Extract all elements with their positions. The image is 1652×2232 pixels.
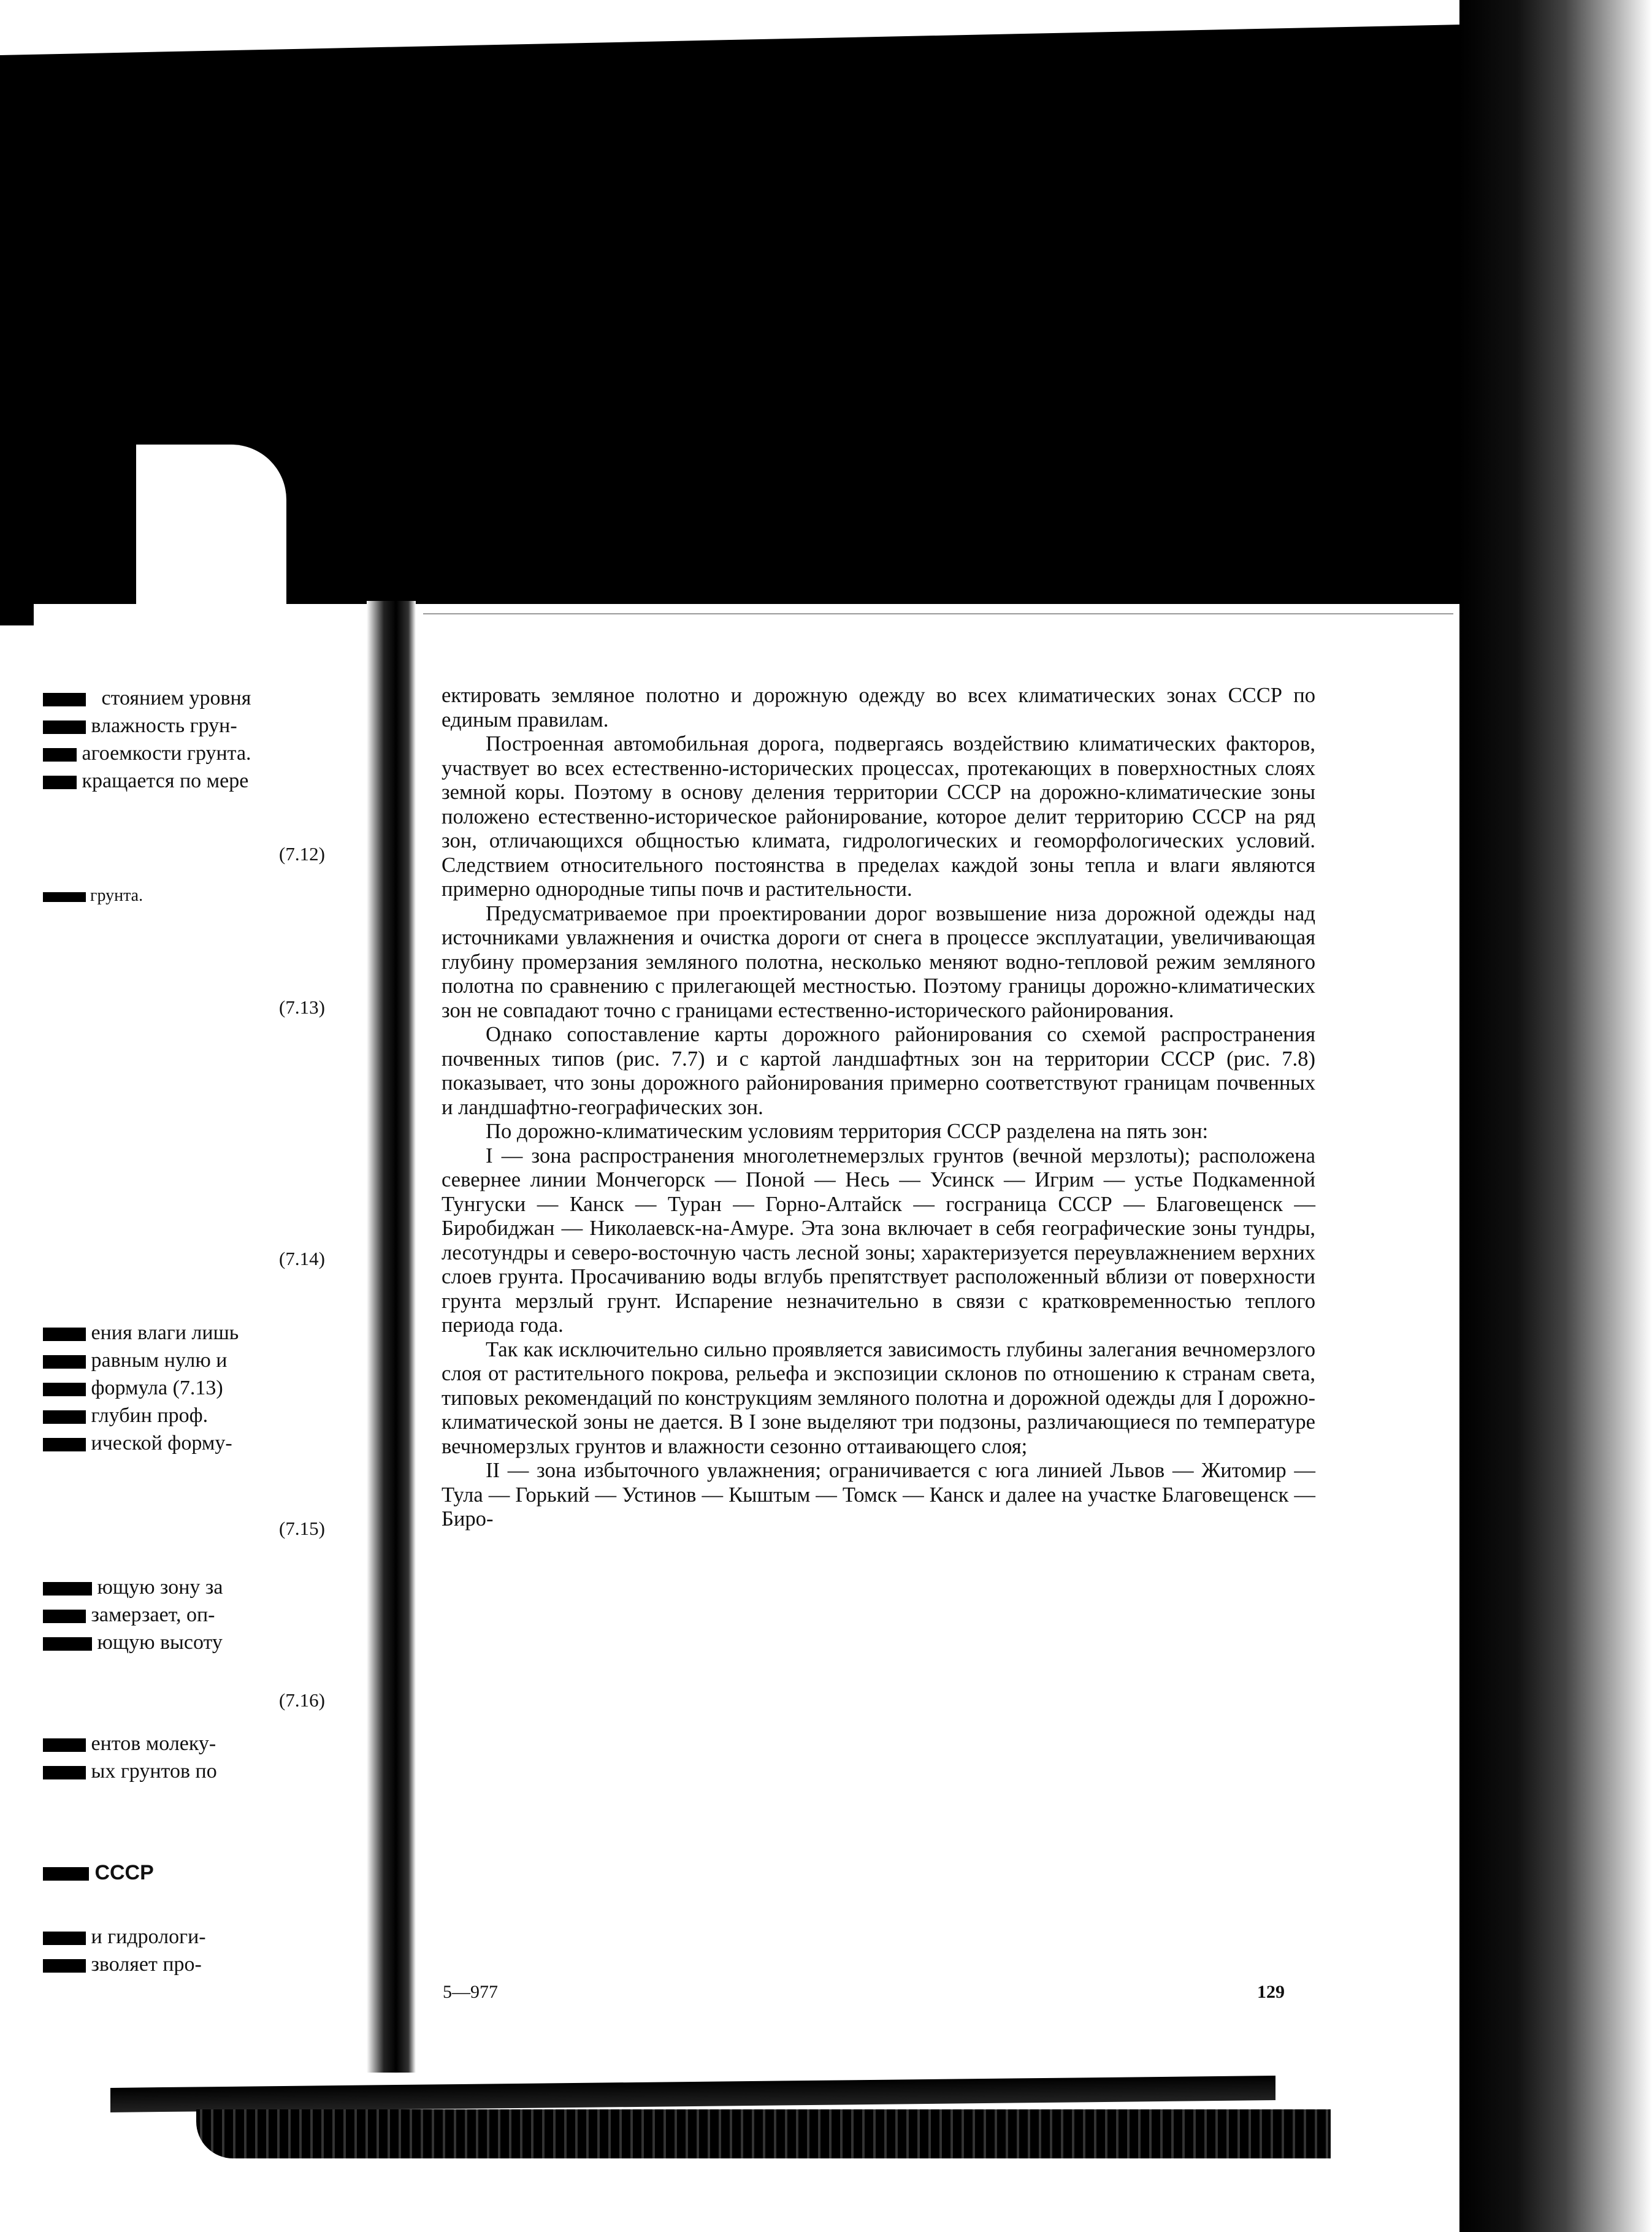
- left-line: ентов молеку-: [43, 1732, 216, 1756]
- left-line: зволяет про-: [43, 1953, 202, 1976]
- scan-dark-bottom-shadow: [196, 2109, 1331, 2158]
- left-line: ющую зону за: [43, 1576, 223, 1599]
- left-heading: СССР: [43, 1861, 154, 1885]
- scan-dark-bottom-bar: [110, 2076, 1275, 2112]
- left-line: и гидрологи-: [43, 1925, 206, 1949]
- left-line: ющую высоту: [43, 1631, 223, 1654]
- left-line: ения влаги лишь: [43, 1321, 239, 1345]
- paragraph: I — зона распространения многолетнемерзлых грунтов (вечной мерзлоты); расположена севернее линии Мончегорск — Поной — Несь — Усинск — Игрим — устье Подкаменной Тунгуски — Канск — Туран — Горно-Алтайск — госграница СССР — Благовещенск — Биробиджан — Николаевск-на-Амуре. Эта зона включает в себя географические зоны тундры, лесотундры и северо-восточную часть лесной зоны; характеризуется переувлажнением верхних слоев грунта. Просачиванию воды вглубь препятствует расположенный вблизи от поверхности грунта мерзлый грунт. Испарение незначительно в связи с кратковременностью теплого периода года.: [442, 1144, 1315, 1337]
- paragraph: Предусматриваемое при проектировании дорог возвышение низа дорожной одежды над источниками увлажнения и очистка дороги от снега в процессе эксплуатации, увеличивающая глубину промерзания земляного полотна, несколько меняют водно-тепловой режим земляного полотна по сравнению с прилегающей местностью. Поэтому границы дорожно-климатических зон не совпадают точно с границами естественно-исторического районирования.: [442, 901, 1315, 1022]
- main-text: [442, 684, 1315, 1532]
- equation-number: (7.12): [279, 843, 325, 865]
- left-line: кращается по мере: [43, 770, 248, 793]
- left-line: грунта.: [43, 886, 143, 906]
- left-line: ых грунтов по: [43, 1760, 217, 1783]
- left-line: влажность грун-: [43, 714, 237, 738]
- left-line: ической форму-: [43, 1432, 232, 1455]
- paragraph: Однако сопоставление карты дорожного районирования со схемой распространения почвенных типов (рис. 7.7) и с картой ландшафтных зон на территории СССР (рис. 7.8) показывает, что зоны дорожного районирования примерно соответствуют границам почвенных и ландшафтно-географических зон.: [442, 1023, 1315, 1119]
- printer-signature: 5—977: [443, 1982, 498, 2002]
- book-gutter: [367, 601, 416, 2073]
- page-top-rule: [423, 613, 1453, 614]
- paragraph: Так как исключительно сильно проявляется зависимость глубины залегания вечномерзлого слоя от растительного покрова, рельефа и экспозиции склонов по отношению к странам света, типовых рекомендаций по конструкциям земляного полотна и дорожной одежды для I дорожно-климатической зоны не дается. В I зоне выделяют три подзоны, различающиеся по температуре вечномерзлых грунтов и влажности сезонно оттаивающего слоя;: [442, 1337, 1315, 1458]
- equation-number: (7.14): [279, 1248, 325, 1269]
- left-page: [34, 604, 370, 2014]
- equation-number: (7.16): [279, 1689, 325, 1711]
- scan-paper-tab: [136, 445, 286, 622]
- left-line: глубин проф.: [43, 1404, 208, 1427]
- left-line: агоемкости грунта.: [43, 742, 251, 765]
- equation-number: (7.15): [279, 1518, 325, 1539]
- paragraph: II — зона избыточного увлажнения; ограничивается с юга линией Львов — Житомир — Тула — Горький — Устинов — Кыштым — Томск — Канск и далее на участке Благовещенск — Биро-: [442, 1459, 1315, 1531]
- paragraph: По дорожно-климатическим условиям территория СССР разделена на пять зон:: [486, 1120, 1209, 1143]
- left-line: равным нулю и: [43, 1349, 227, 1372]
- paragraph: ектировать земляное полотно и дорожную одежду во всех климатических зонах СССР по единым правилам.: [442, 684, 1315, 732]
- equation-number: (7.13): [279, 996, 325, 1018]
- page-number: 129: [1257, 1982, 1285, 2002]
- paragraph: Построенная автомобильная дорога, подвергаясь воздействию климатических факторов, участвует во всех естественно-исторических процессах, протекающих в поверхностных слоях земной коры. Поэтому в основу деления территории СССР на дорожно-климатические зоны положено естественно-историческое районирование, которое делит территорию СССР на ряд зон, отличающихся общностью климата, гидрологических и геоморфологических условий. Следствием относительного постоянства в пределах каждой зоны тепла и влаги являются примерно однородные типы почв и растительности.: [442, 732, 1315, 901]
- left-line: стоянием уровня: [43, 687, 251, 710]
- left-line: формула (7.13): [43, 1377, 223, 1400]
- left-line: замерзает, оп-: [43, 1603, 215, 1627]
- scan-dark-right-edge: [1459, 0, 1652, 2232]
